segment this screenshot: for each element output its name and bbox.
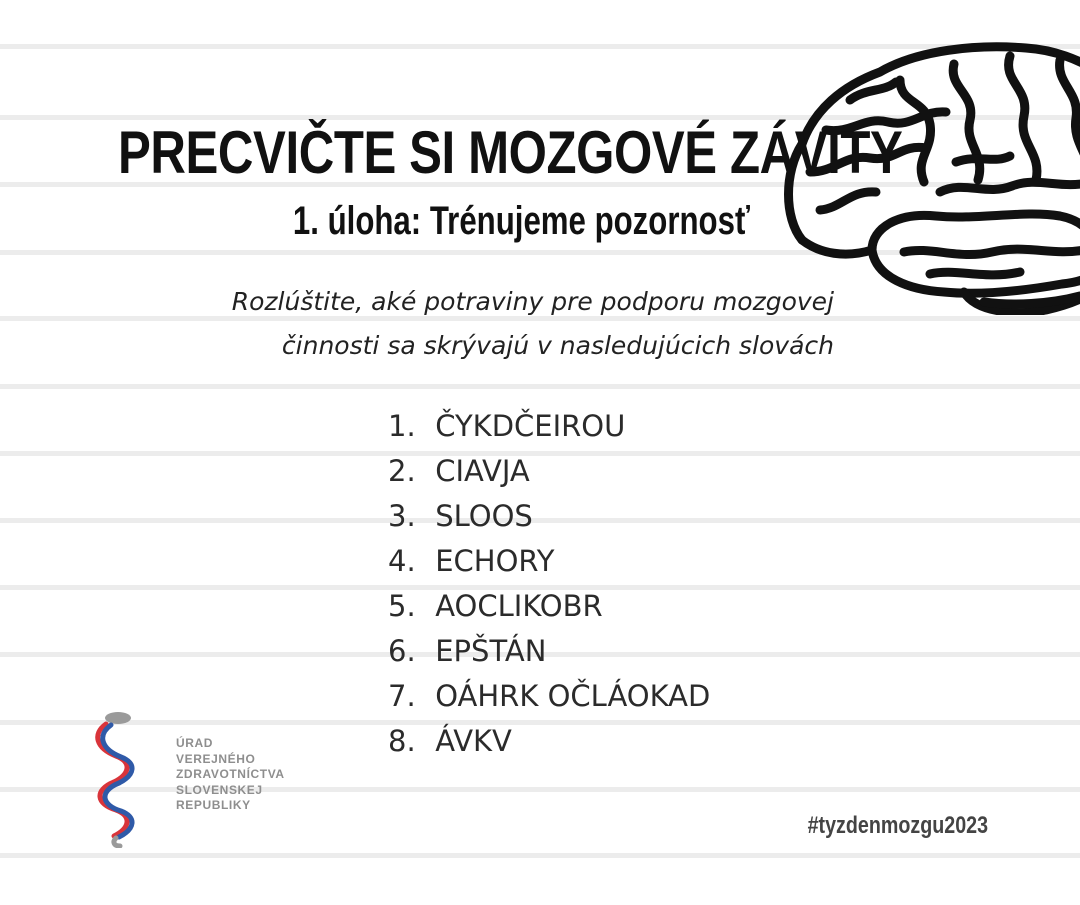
scrambled-word: CIAVJA — [435, 454, 530, 488]
task-subtitle: 1. úloha: Trénujeme pozornosť — [292, 199, 750, 243]
scrambled-word: ÁVKV — [435, 724, 512, 758]
scrambled-word: ECHORY — [435, 544, 555, 578]
list-item — [388, 719, 710, 764]
page-title: PRECVIČTE SI MOZGOVÉ ZÁVITY — [118, 119, 903, 186]
instruction-line: činnosti sa skrývajú v nasledujúcich slovách — [281, 331, 834, 360]
instruction-text — [114, 280, 834, 368]
item-number: 8. — [388, 724, 416, 758]
ruled-line — [0, 384, 1080, 389]
scrambled-word: AOCLIKOBR — [435, 589, 603, 623]
logo-line: VEREJNÉHO — [176, 751, 256, 766]
item-number: 1. — [388, 409, 416, 443]
scrambled-word: SLOOS — [435, 499, 533, 533]
agency-logo-text — [176, 736, 285, 814]
logo-line: SLOVENSKEJ — [176, 782, 263, 797]
list-item — [388, 629, 710, 674]
item-number: 6. — [388, 634, 416, 668]
scrambled-word: EPŠTÁN — [435, 634, 547, 668]
list-item — [388, 584, 710, 629]
caduceus-tricolor-icon — [86, 708, 138, 848]
list-item — [388, 404, 710, 449]
ruled-line — [0, 787, 1080, 792]
logo-line: ZDRAVOTNÍCTVA — [176, 767, 285, 781]
hashtag: #tyzdenmozgu2023 — [807, 812, 988, 839]
item-number: 3. — [388, 499, 416, 533]
item-number: 7. — [388, 679, 416, 713]
item-number: 5. — [388, 589, 416, 623]
scrambled-word-list — [388, 404, 710, 764]
logo-line: ÚRAD — [176, 736, 214, 750]
instruction-line: Rozlúštite, aké potraviny pre podporu mozgovej — [231, 287, 834, 316]
scrambled-word: ČYKDČEIROU — [435, 409, 626, 443]
list-item — [388, 449, 710, 494]
item-number: 2. — [388, 454, 416, 488]
list-item — [388, 494, 710, 539]
list-item — [388, 539, 710, 584]
scrambled-word: OÁHRK OČLÁOKAD — [435, 679, 711, 713]
list-item — [388, 674, 710, 719]
item-number: 4. — [388, 544, 416, 578]
ruled-line — [0, 853, 1080, 858]
logo-line: REPUBLIKY — [176, 798, 251, 812]
